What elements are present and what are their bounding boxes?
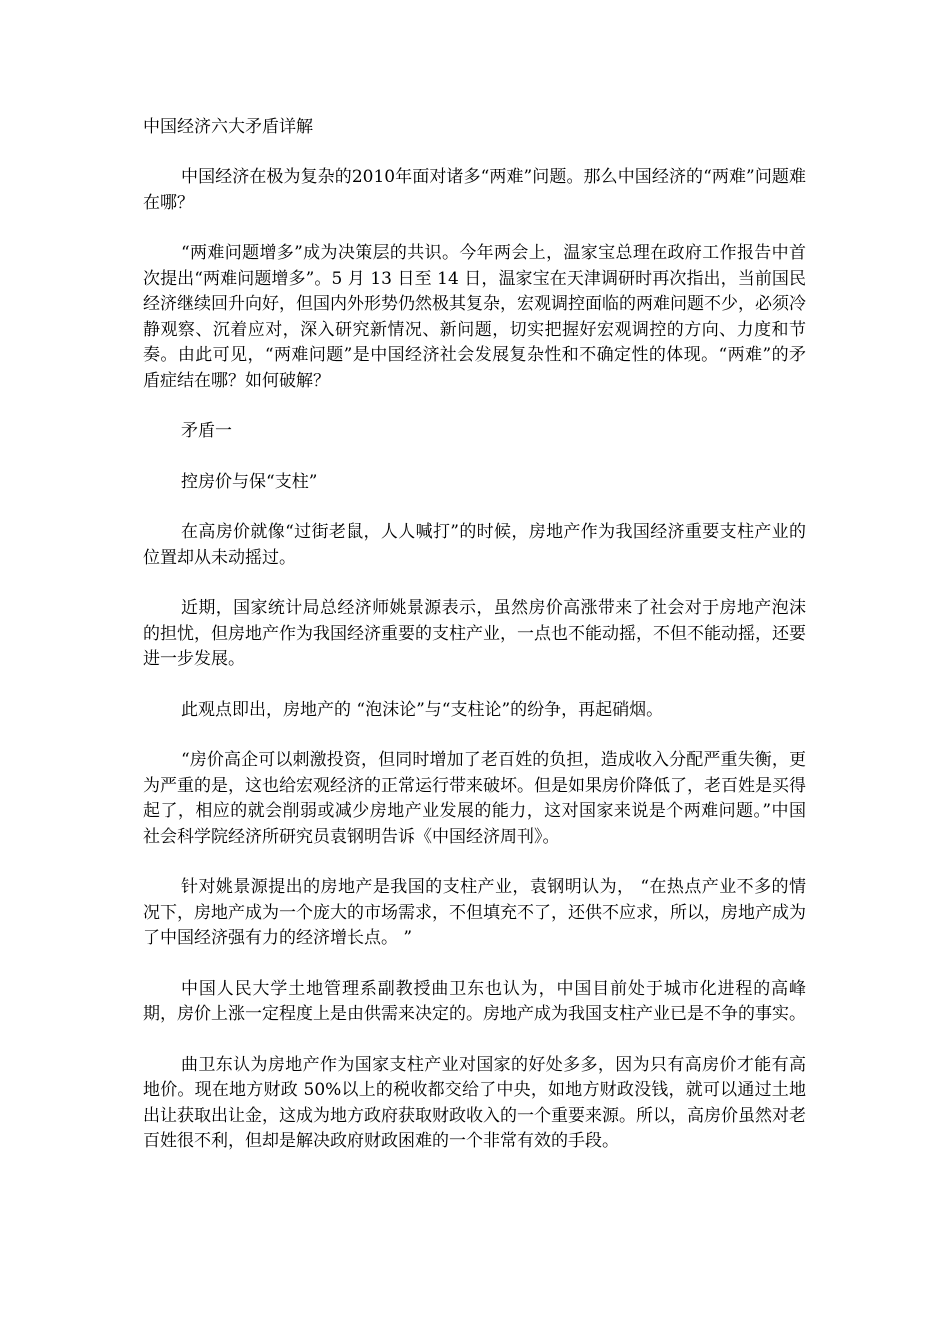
document-page: [143, 114, 806, 1180]
paragraph-intro: 中国经济在极为复杂的2010年面对诸多“两难”问题。那么中国经济的“两难”问题难在哪？: [143, 167, 806, 213]
document-title: 中国经济六大矛盾详解: [143, 117, 313, 137]
paragraph-qu-weidong: 中国人民大学土地管理系副教授曲卫东也认为，中国目前处于城市化进程的高峰期，房价上涨一定程度上是由供需来决定的。房地产成为我国支柱产业已是不争的事实。: [143, 978, 806, 1024]
paragraph-quote-yuan: “房价高企可以刺激投资，但同时增加了老百姓的负担，造成收入分配严重失衡，更为严重的是，这也给宏观经济的正常运行带来破坏。但是如果房价降低了，老百姓是买得起了，相应的就会削弱或减少房地产业发展的能力，这对国家来说是个两难问题。”中国社会科学院经济所研究员袁钢明告诉《中国经济周刊》。: [143, 750, 806, 847]
paragraph-consensus: “两难问题增多”成为决策层的共识。今年两会上，温家宝总理在政府工作报告中首次提出“两难问题增多”。5 月 13 日至 14 日，温家宝在天津调研时再次指出，当前国民经济继续回升向好，但国内外形势仍然极其复杂，宏观调控面临的两难问题不少，必须冷静观察、沉着应对，深入研究新情况、新问题，切实把握好宏观调控的方向、力度和节奏。由此可见，“两难问题”是中国经济社会发展复杂性和不确定性的体现。“两难”的矛盾症结在哪？如何破解？: [143, 243, 806, 391]
paragraph-debate: 此观点即出，房地产的 “泡沫论”与“支柱论”的纷争，再起硝烟。: [181, 699, 664, 720]
section-heading: 控房价与保“支柱”: [181, 471, 318, 492]
paragraph-yao-jingyuan: 近期，国家统计局总经济师姚景源表示，虽然房价高涨带来了社会对于房地产泡沫的担忧，但房地产作为我国经济重要的支柱产业，一点也不能动摇，不但不能动摇，还要进一步发展。: [143, 598, 806, 669]
section-label: 矛盾一: [181, 421, 232, 441]
paragraph-land-finance: 曲卫东认为房地产作为国家支柱产业对国家的好处多多，因为只有高房价才能有高地价。现在地方财政 50%以上的税收都交给了中央，如地方财政没钱，就可以通过土地出让获取出让金，这成为地方政府获取财政收入的一个重要来源。所以，高房价虽然对老百姓很不利，但却是解决政府财政困难的一个非常有效的手段。: [143, 1054, 806, 1151]
paragraph-high-prices: 在高房价就像“过街老鼠，人人喊打”的时候，房地产作为我国经济重要支柱产业的位置却从未动摇过。: [143, 522, 806, 568]
paragraph-yuan-view: 针对姚景源提出的房地产是我国的支柱产业，袁钢明认为， “在热点产业不多的情况下，房地产成为一个庞大的市场需求，不但填充不了，还供不应求，所以，房地产成为了中国经济强有力的经济增长点。 ”: [143, 877, 806, 948]
